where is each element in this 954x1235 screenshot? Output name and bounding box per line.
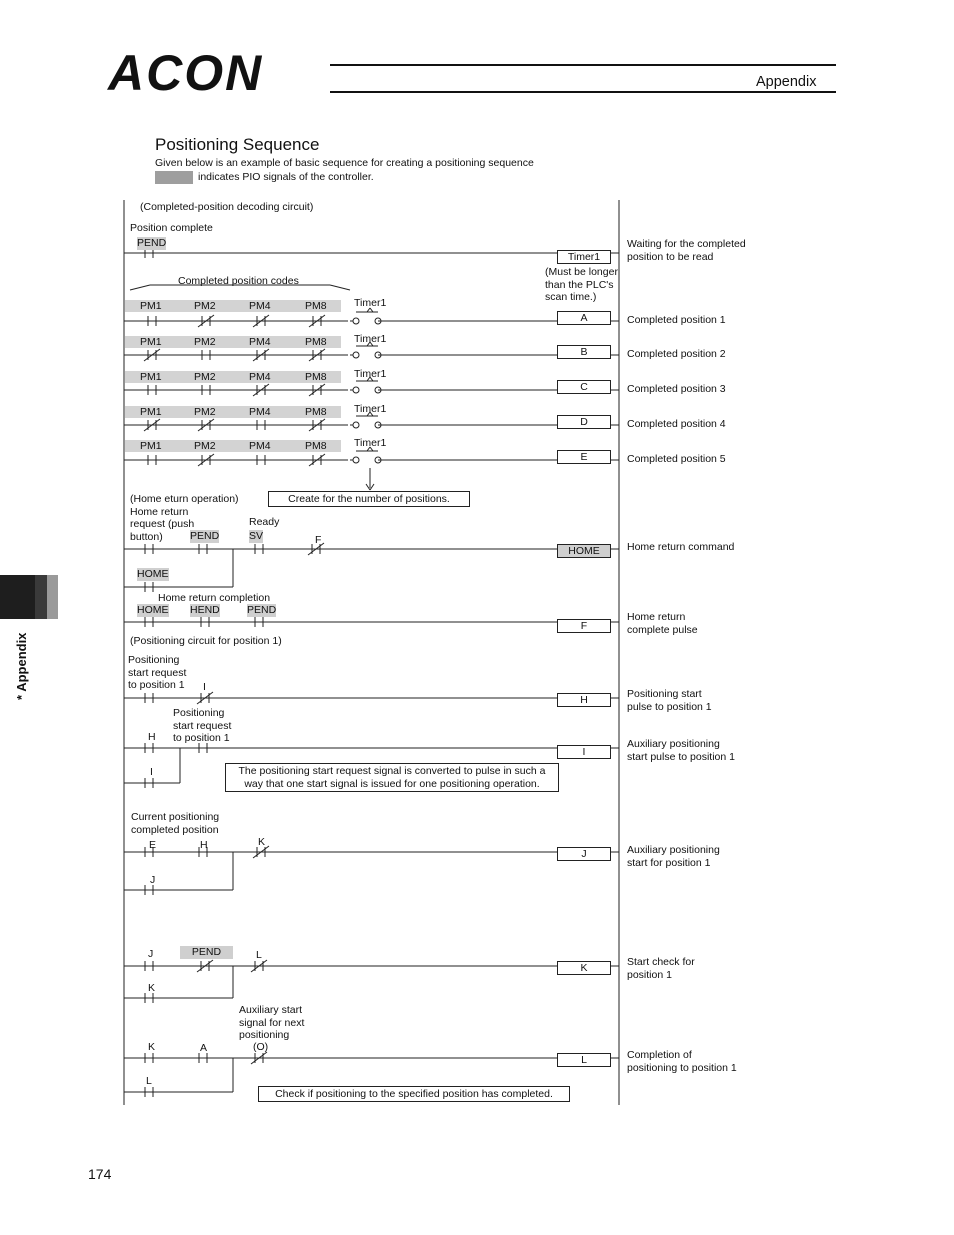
timer-contact-terminal [353, 422, 359, 428]
contact-label-pm: PM8 [305, 440, 327, 452]
timer-note: than the PLC's [545, 278, 614, 291]
contact-label-pm: PM4 [249, 440, 271, 452]
coil-timer1: Timer1 [557, 250, 611, 264]
rung-label: completed position [131, 823, 219, 836]
contact-label-timer1: Timer1 [354, 368, 387, 380]
coil-i: I [557, 745, 611, 759]
contact-label-l: L [256, 949, 262, 961]
rung-label: signal for next [239, 1016, 305, 1029]
coil-description: Positioning start [627, 688, 702, 700]
coil-description: start pulse to position 1 [627, 750, 735, 763]
rung-label: Positioning [128, 654, 180, 666]
note-pulse-line: The positioning start request signal is converted to pulse in such a [238, 765, 546, 777]
note-create-positions: Create for the number of positions. [268, 491, 470, 507]
contact-label-pend: PEND [180, 946, 233, 959]
acon-logo: ACON [108, 45, 264, 101]
contact-label-hend: HEND [190, 604, 220, 616]
coil-description: position 1 [627, 968, 672, 981]
contact-label-pend: PEND [247, 604, 277, 616]
arrow [370, 484, 374, 490]
diagram-label: (O) [253, 1041, 269, 1053]
contact-label-k: K [148, 1041, 156, 1053]
rung-label: button) [130, 530, 163, 543]
coil-d: D [557, 415, 611, 429]
contact-label-f: F [315, 534, 322, 546]
coil-c: C [557, 380, 611, 394]
coil-description: complete pulse [627, 623, 698, 636]
intro-text: Given below is an example of basic sequence for creating a positioning sequence [155, 157, 534, 169]
timer-contact-terminal [353, 387, 359, 393]
contact-label-timer1: Timer1 [354, 297, 387, 309]
rung-label: positioning [239, 1029, 290, 1041]
contact-label-h: H [200, 839, 208, 851]
rung-label: Current positioning [131, 811, 220, 823]
section-header: Appendix [756, 74, 817, 90]
contact-label-sv: SV [249, 530, 264, 542]
side-tab-label: * Appendix [14, 632, 29, 700]
contact-label-pm: PM4 [249, 371, 271, 383]
coil-f: F [557, 619, 611, 633]
rung-label: Auxiliary start [239, 1004, 303, 1016]
coil-description: Completed position 1 [627, 314, 726, 326]
contact-label-home: HOME [137, 568, 169, 580]
contact-label-i: I [150, 766, 153, 778]
contact-label-pend: PEND [137, 237, 167, 249]
contact-label-pm: PM2 [194, 440, 216, 452]
rung-label: start request [128, 666, 187, 679]
contact-label-k: K [258, 836, 266, 848]
coil-j: J [557, 847, 611, 861]
coil-e: E [557, 450, 611, 464]
coil-description: Completion of [627, 1049, 692, 1061]
contact-label-pm: PM2 [194, 300, 216, 312]
contact-label-j: J [150, 874, 156, 886]
coil-description: Completed position 4 [627, 418, 726, 430]
contact-label-timer1: Timer1 [354, 403, 387, 415]
contact-label-pm: PM4 [249, 300, 271, 312]
rung-label: Positioning [173, 707, 225, 719]
coil-h: H [557, 693, 611, 707]
coil-description: Home return [627, 611, 686, 623]
contact-label-pm: PM8 [305, 336, 327, 348]
timer-contact-terminal [353, 318, 359, 324]
brace [130, 285, 150, 290]
contact-label-timer1: Timer1 [354, 333, 387, 345]
rung-label: to position 1 [128, 679, 185, 691]
coil-description: pulse to position 1 [627, 700, 712, 713]
diagram-label: Completed position codes [178, 275, 299, 287]
contact-label-pm: PM8 [305, 406, 327, 418]
contact-label-pm: PM1 [140, 336, 162, 348]
rung-label: start request [173, 719, 232, 732]
coil-a: A [557, 311, 611, 325]
coil-description: Completed position 5 [627, 453, 726, 465]
coil-description: Completed position 2 [627, 348, 726, 360]
rung-label: request (push [130, 518, 195, 530]
coil-k: K [557, 961, 611, 975]
timer-contact-terminal [353, 352, 359, 358]
contact-label-pm: PM1 [140, 440, 162, 452]
contact-label-e: E [149, 839, 157, 851]
contact-label-pm: PM1 [140, 371, 162, 383]
brace [330, 285, 350, 290]
coil-description: Auxiliary positioning [627, 738, 720, 750]
legend-text: indicates PIO signals of the controller. [198, 171, 374, 183]
rung-label: Home return [130, 505, 189, 518]
contact-label-l: L [146, 1075, 152, 1087]
coil-description: Completed position 3 [627, 383, 726, 395]
note-pulse-line: way that one start signal is issued for one positioning operation. [244, 777, 540, 790]
timer-contact-terminal [353, 457, 359, 463]
contact-label-h: H [148, 731, 156, 743]
note-pulse [225, 763, 559, 792]
contact-label-a: A [200, 1042, 208, 1054]
contact-label-pm: PM4 [249, 336, 271, 348]
contact-label-pm: PM2 [194, 406, 216, 418]
contact-label-j: J [148, 948, 154, 960]
timer-note: scan time.) [545, 291, 597, 303]
coil-description: start for position 1 [627, 856, 711, 869]
timer-note: (Must be longer [545, 266, 618, 278]
contact-label-pm: PM1 [140, 406, 162, 418]
diagram-label: Position complete [130, 222, 213, 234]
contact-label-timer1: Timer1 [354, 437, 387, 449]
contact-label-i: I [203, 681, 206, 693]
diagram-label: (Completed-position decoding circuit) [140, 201, 314, 213]
coil-description: Start check for [627, 956, 695, 968]
coil-description: positioning to position 1 [627, 1061, 737, 1074]
contact-label-pm: PM2 [194, 371, 216, 383]
coil-description: Waiting for the completed [627, 238, 746, 250]
page-number: 174 [88, 1166, 112, 1182]
rung-label: to position 1 [173, 732, 230, 744]
contact-label-pm: PM8 [305, 371, 327, 383]
coil-b: B [557, 345, 611, 359]
coil-description: position to be read [627, 250, 714, 263]
arrow [366, 484, 370, 490]
contact-label-pm: PM4 [249, 406, 271, 418]
contact-label-pm: PM1 [140, 300, 162, 312]
coil-description: Auxiliary positioning [627, 844, 720, 856]
coil-home: HOME [557, 544, 611, 558]
contact-label-pend: PEND [190, 530, 220, 542]
rung-label: (Home eturn operation) [130, 493, 239, 505]
contact-label-k: K [148, 982, 156, 994]
note-check: Check if positioning to the specified position has completed. [258, 1086, 570, 1102]
contact-label-home: HOME [137, 604, 169, 616]
contact-label-pm: PM8 [305, 300, 327, 312]
diagram-label: Home return completion [158, 592, 271, 604]
diagram-label: (Positioning circuit for position 1) [130, 635, 282, 647]
coil-description: Home return command [627, 541, 735, 553]
page-title: Positioning Sequence [155, 135, 320, 154]
coil-l: L [557, 1053, 611, 1067]
contact-label-pm: PM2 [194, 336, 216, 348]
diagram-label: Ready [249, 516, 280, 528]
